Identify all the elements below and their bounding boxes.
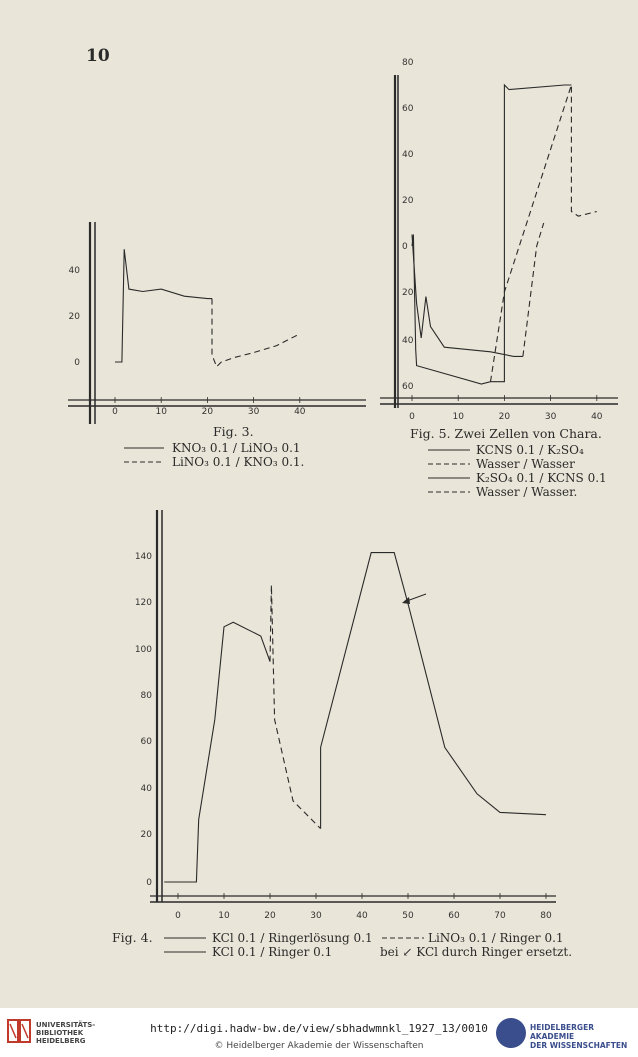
fig3-y-tick-label: 40: [68, 266, 80, 276]
footer-bar: [0, 1008, 638, 1057]
fig4-x-tick-label: 70: [494, 911, 506, 921]
fig4-x-tick-label: 20: [264, 911, 276, 921]
copyright-notice: © Heidelberger Akademie der Wissenschaften: [214, 1041, 424, 1051]
fig5-series-line: [412, 85, 571, 384]
fig5-y-tick-label: 0: [402, 242, 408, 252]
fig4-x-tick-label: 60: [448, 911, 460, 921]
fig4-series-line: [321, 553, 546, 829]
fig4-series-line: [270, 585, 321, 829]
fig4-series-line: [164, 622, 270, 882]
fig5-y-tick-label: 80: [402, 58, 414, 68]
fig3-y-tick-label: 20: [68, 312, 80, 322]
fig4-x-tick-label: 10: [218, 911, 230, 921]
fig4-x-tick-label: 0: [175, 911, 181, 921]
fig5-series-line: [523, 223, 544, 356]
fig5-y-tick-label: 40: [402, 336, 414, 346]
fig4-y-tick-label: 20: [140, 830, 152, 840]
fig5-y-tick-label: 20: [402, 196, 414, 206]
fig5-x-tick-label: 40: [591, 412, 603, 422]
fig4-y-tick-label: 0: [146, 878, 152, 888]
fig5-y-tick-label: 20: [402, 288, 414, 298]
fig4-y-tick-label: 140: [134, 552, 152, 562]
fig3-series-line: [115, 249, 212, 362]
fig4-x-tick-label: 50: [402, 911, 414, 921]
fig3-x-tick-label: 0: [112, 407, 118, 417]
fig3-x-tick-label: 20: [201, 407, 214, 417]
fig4-y-tick-label: 100: [134, 645, 152, 655]
fig4-legend-label: KCl 0.1 / Ringerlösung 0.1: [212, 931, 373, 945]
source-url-link[interactable]: http://digi.hadw-bw.de/view/sbhadwmnkl_1927_13/0010: [150, 1022, 488, 1035]
fig3-x-tick-label: 40: [294, 407, 306, 417]
fig4-y-tick-label: 60: [140, 737, 152, 747]
fig4-y-tick-label: 120: [134, 598, 152, 608]
fig5-caption: Fig. 5. Zwei Zellen von Chara.: [410, 426, 602, 441]
fig4-x-tick-label: 80: [540, 911, 552, 921]
fig3-series-line: [212, 299, 300, 367]
fig3-y-tick-label: 0: [74, 358, 80, 368]
fig5-legend-label: K₂SO₄ 0.1 / KCNS 0.1: [476, 471, 607, 485]
fig5-series-line: [491, 85, 597, 382]
fig3-legend-label: KNO₃ 0.1 / LiNO₃ 0.1: [172, 441, 301, 455]
fig4-x-tick-label: 40: [356, 911, 368, 921]
fig5-x-tick-label: 20: [498, 412, 511, 422]
fig5-y-tick-label: 60: [402, 382, 414, 392]
library-name: UNIVERSITÄTS- BIBLIOTHEK HEIDELBERG: [36, 1021, 96, 1045]
fig4-legend-label: KCl 0.1 / Ringer 0.1: [212, 945, 333, 959]
academy-logo-icon[interactable]: [496, 1018, 526, 1048]
academy-name: HEIDELBERGER AKADEMIE DER WISSENSCHAFTEN: [530, 1023, 628, 1050]
fig4-caption: Fig. 4.: [112, 930, 153, 945]
fig3-x-tick-label: 30: [247, 407, 260, 417]
fig5-legend-label: Wasser / Wasser.: [476, 485, 578, 499]
fig5-y-tick-label: 40: [402, 150, 414, 160]
fig4-legend-label: bei ↙ KCl durch Ringer ersetzt.: [380, 945, 573, 959]
fig5-y-tick-label: 60: [402, 104, 414, 114]
fig3-x-tick-label: 10: [155, 407, 167, 417]
fig5-x-tick-label: 0: [409, 412, 415, 422]
fig3-caption: Fig. 3.: [213, 424, 254, 439]
fig5-x-tick-label: 10: [452, 412, 464, 422]
fig4-y-tick-label: 80: [140, 691, 152, 701]
fig5-series-line: [412, 235, 523, 357]
fig3-legend-label: LiNO₃ 0.1 / KNO₃ 0.1.: [172, 455, 305, 469]
fig4-y-tick-label: 40: [140, 784, 152, 794]
fig5-legend-label: KCNS 0.1 / K₂SO₄: [476, 443, 584, 457]
fig5-x-tick-label: 30: [544, 412, 557, 422]
fig4-legend-label: LiNO₃ 0.1 / Ringer 0.1: [428, 931, 564, 945]
page-number: 10: [86, 46, 110, 66]
fig4-x-tick-label: 30: [310, 911, 322, 921]
fig5-legend-label: Wasser / Wasser: [476, 457, 575, 471]
